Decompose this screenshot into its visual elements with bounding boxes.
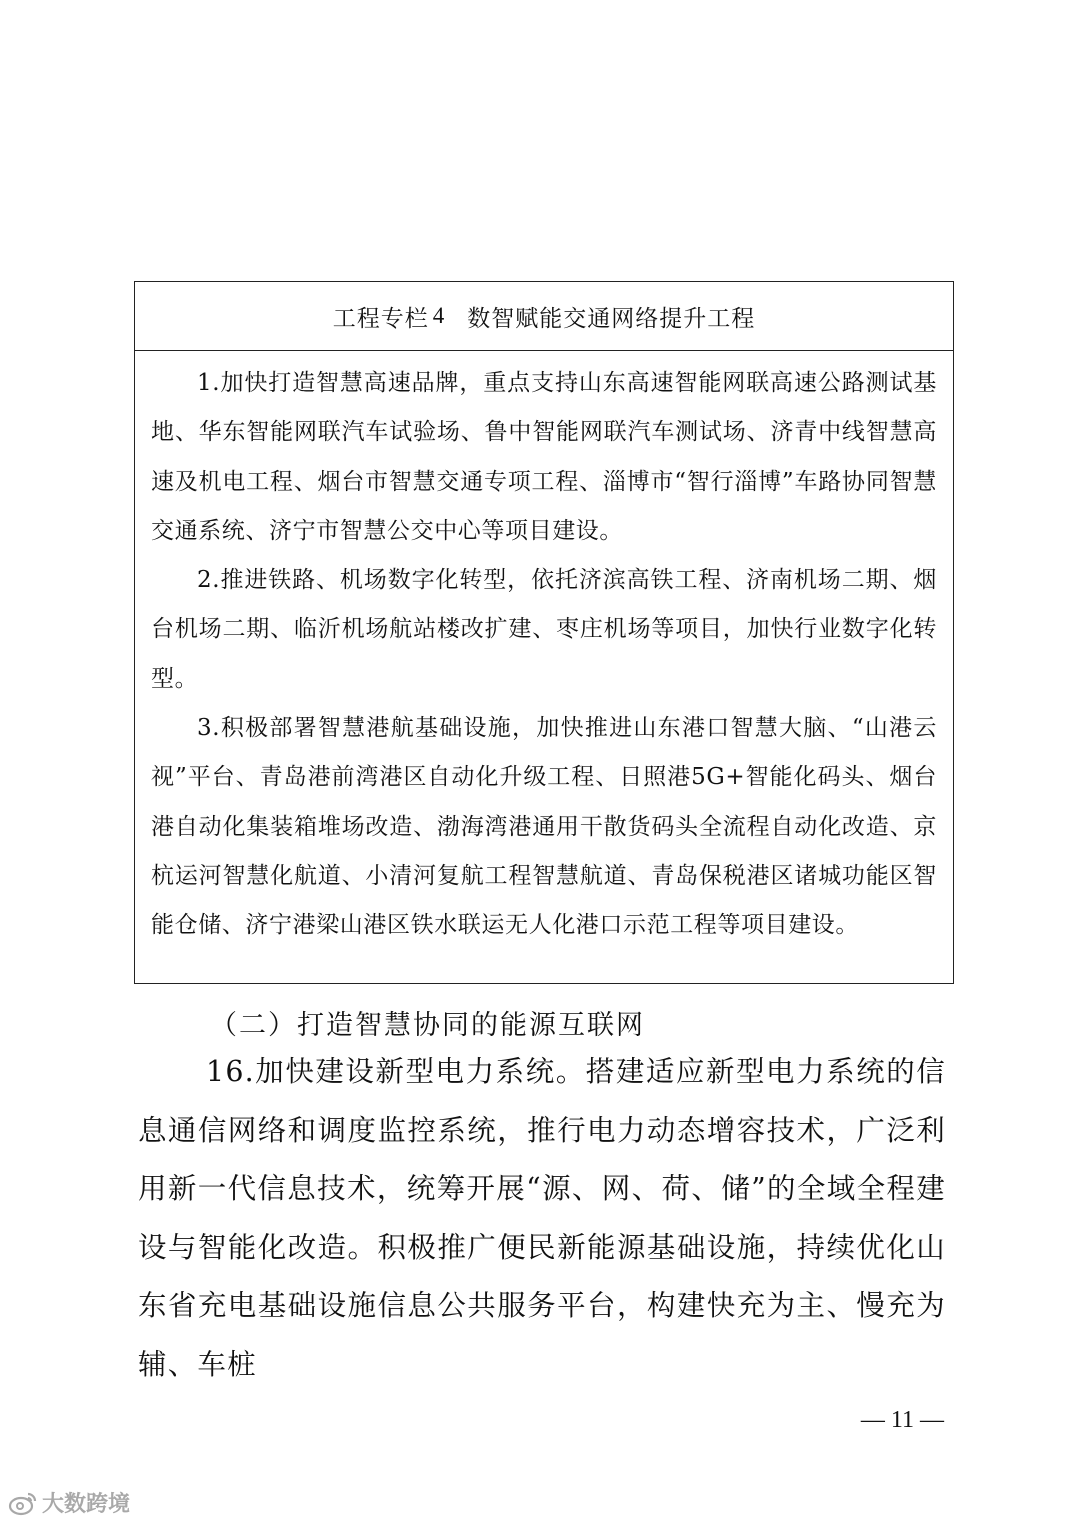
title-main: 数智赋能交通网络提升工程 <box>467 305 756 332</box>
title-prefix: 工程专栏 <box>332 305 429 332</box>
watermark <box>8 1487 130 1518</box>
project-item-2: 2.推进铁路、机场数字化转型，依托济滨高铁工程、济南机场二期、烟台机场二期、临沂机场航站楼改扩建、枣庄机场等项目，加快行业数字化转型。 <box>151 567 937 692</box>
project-item-1: 1.加快打造智慧高速品牌，重点支持山东高速智能网联高速公路测试基地、华东智能网联汽车试验场、鲁中智能网联汽车测试场、济青中线智慧高速及机电工程、烟台市智慧交通专项工程、淄博市“智行淄博”车路协同智慧交通系统、济宁市智慧公交中心等项目建设。 <box>151 370 937 544</box>
weibo-logo-icon <box>8 1490 38 1516</box>
project-column-box <box>134 281 954 984</box>
title-number: 4 <box>432 303 446 328</box>
section-heading: （二）打造智慧协同的能源互联网 <box>210 1010 645 1041</box>
page-number: — 11 — <box>860 1407 944 1433</box>
project-column-body <box>135 351 953 951</box>
watermark-text: 大数跨境 <box>42 1492 131 1517</box>
body-paragraph: 16.加快建设新型电力系统。搭建适应新型电力系统的信息通信网络和调度监控系统，推行电力动态增容技术，广泛利用新一代信息技术，统筹开展“源、网、荷、储”的全域全程建设与智能化改造。积极推广便民新能源基础设施，持续优化山东省充电基础设施信息公共服务平台，构建快充为主、慢充为辅、车桩 <box>138 1055 946 1381</box>
project-column-title <box>135 282 953 351</box>
project-item-3: 3.积极部署智慧港航基础设施，加快推进山东港口智慧大脑、“山港云视”平台、青岛港前湾港区自动化升级工程、日照港5G+智能化码头、烟台港自动化集装箱堆场改造、渤海湾港通用干散货码头全流程自动化改造、京杭运河智慧化航道、小清河复航工程智慧航道、青岛保税港区诸城功能区智能仓储、济宁港梁山港区铁水联运无人化港口示范工程等项目建设。 <box>151 715 937 939</box>
